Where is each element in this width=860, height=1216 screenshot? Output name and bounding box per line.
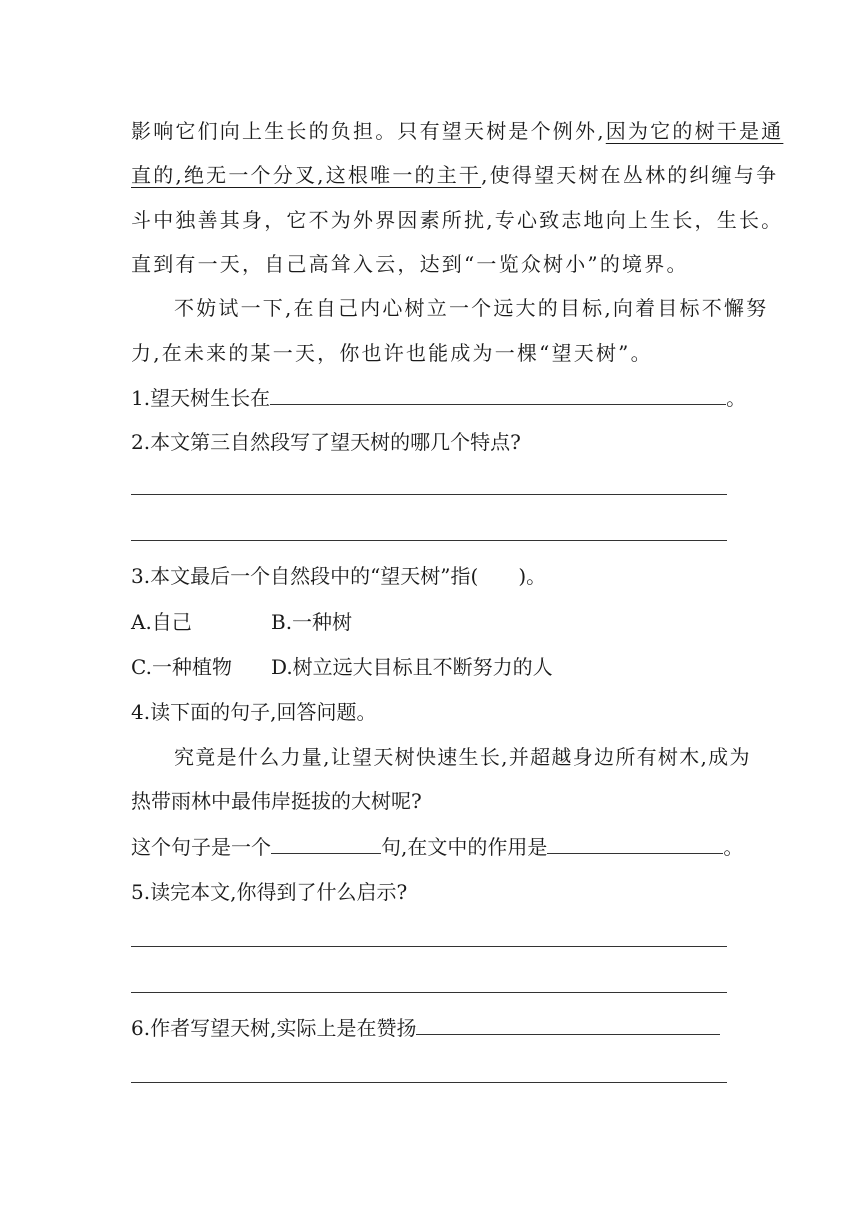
- passage-line-6: 力,在未来的某一天，你也许也能成为一棵“望天树”。: [131, 341, 653, 365]
- passage-line-5: 不妨试一下,在自己内心树立一个远大的目标,向着目标不懈努: [174, 296, 769, 320]
- punctuation: 。: [726, 386, 747, 410]
- question-3: 3.本文最后一个自然段中的“望天树”指( )。: [131, 564, 547, 588]
- answer-line[interactable]: [131, 992, 727, 993]
- question-5: 5.读完本文,你得到了什么启示?: [131, 880, 408, 904]
- passage-line-2: [131, 160, 778, 190]
- question-4-fill: [131, 831, 743, 861]
- option-d[interactable]: D.树立远大目标且不断努力的人: [271, 655, 553, 679]
- function-blank[interactable]: [547, 831, 723, 854]
- answer-blank[interactable]: [416, 1012, 720, 1035]
- question-text: 句,在文中的作用是: [381, 835, 548, 859]
- passage-text: 影响它们向上生长的负担。只有望天树是个例外,: [131, 119, 606, 143]
- passage-line-3: 斗中独善其身，它不为外界因素所扰,专心致志地向上生长，生长。: [131, 208, 784, 232]
- option-c[interactable]: C.一种植物: [131, 655, 232, 679]
- question-text: 1.望天树生长在: [131, 386, 271, 410]
- question-text: 6.作者写望天树,实际上是在赞扬: [131, 1016, 417, 1040]
- question-text: 这个句子是一个: [131, 835, 271, 859]
- quote-line-2: 热带雨林中最伟岸挺拔的大树呢?: [131, 789, 422, 813]
- passage-line-4: 直到有一天，自己高耸入云，达到“一览众树小”的境界。: [131, 252, 689, 276]
- underlined-sentence: 直的,绝无一个分叉,这根唯一的主干: [131, 163, 482, 187]
- quote-line-1: 究竟是什么力量,让望天树快速生长,并超越身边所有树木,成为: [174, 745, 751, 769]
- option-a[interactable]: A.自己: [131, 610, 192, 634]
- question-2: 2.本文第三自然段写了望天树的哪几个特点?: [131, 430, 521, 454]
- sentence-type-blank[interactable]: [271, 831, 381, 854]
- option-b[interactable]: B.一种树: [271, 610, 353, 634]
- question-4: 4.读下面的句子,回答问题。: [131, 700, 377, 724]
- answer-line[interactable]: [131, 946, 727, 947]
- question-1: [131, 382, 746, 412]
- answer-line[interactable]: [131, 540, 727, 541]
- answer-line[interactable]: [131, 1082, 727, 1083]
- question-6: [131, 1012, 720, 1042]
- punctuation: 。: [723, 835, 744, 859]
- answer-blank[interactable]: [270, 382, 726, 405]
- answer-line[interactable]: [131, 494, 727, 495]
- passage-line-1: [131, 116, 783, 146]
- passage-text: ,使得望天树在丛林的纠缠与争: [481, 163, 779, 187]
- underlined-sentence: 因为它的树干是通: [605, 119, 784, 143]
